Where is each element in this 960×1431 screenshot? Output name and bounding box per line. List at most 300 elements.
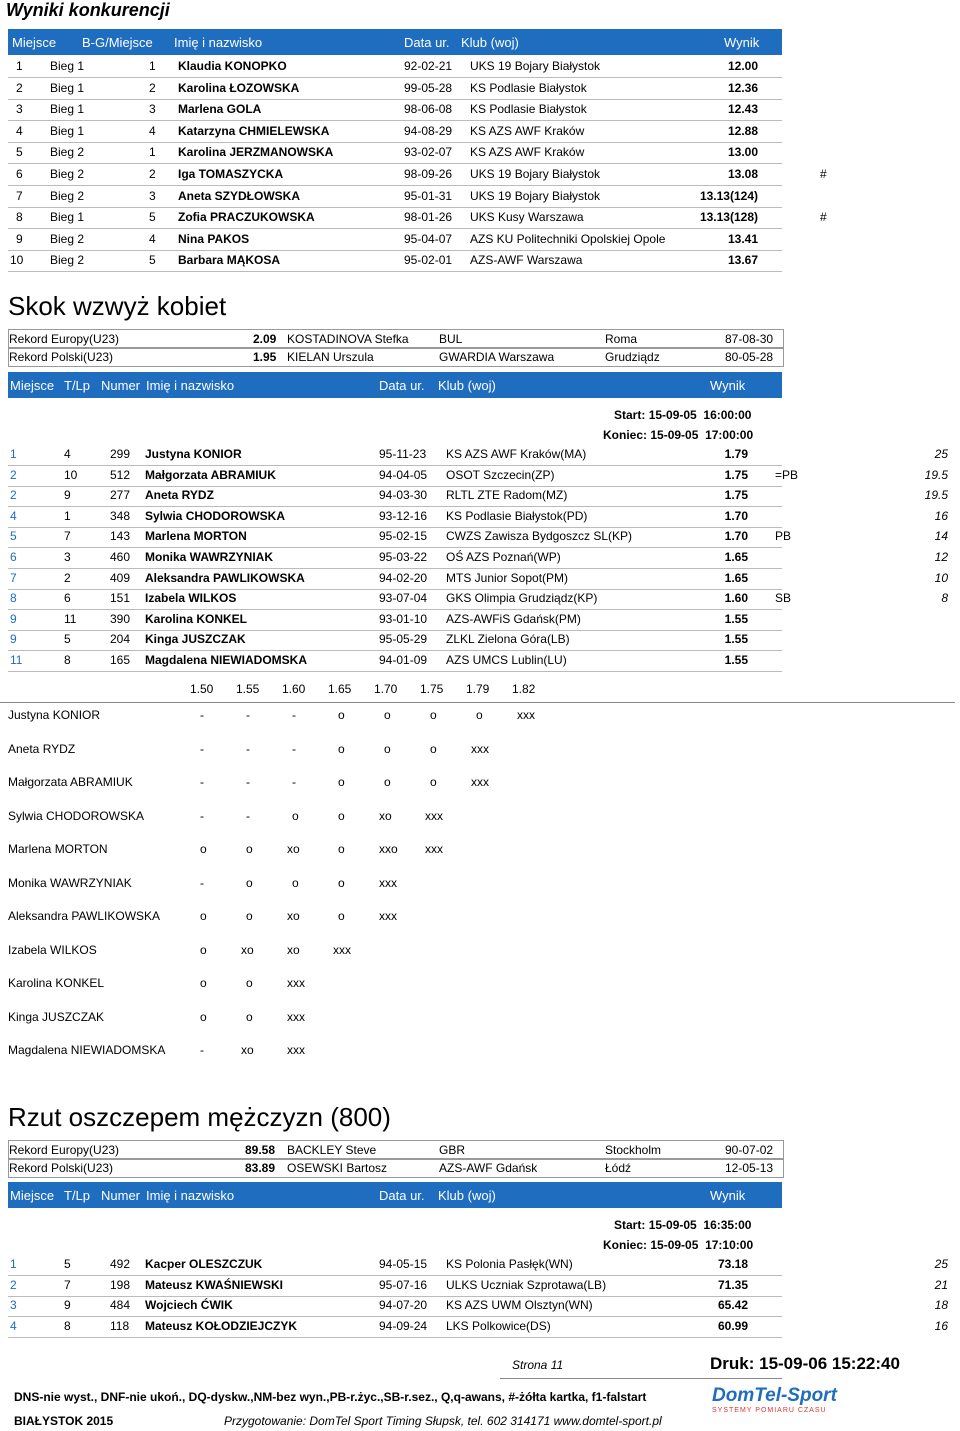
club: ULKS Uczniak Szprotawa(LB) [446, 1277, 607, 1292]
prepared-by: Przygotowanie: DomTel Sport Timing Słupsk, tel. 602 314171 www.domtel-sport.pl [224, 1414, 662, 1428]
attempt-result: o [200, 842, 207, 856]
attempt-result: o [200, 942, 207, 957]
col-result: Wynik [724, 35, 760, 50]
attempt-result: xxx [471, 741, 489, 756]
attempt-result: - [246, 708, 250, 722]
result: 12.88 [727, 123, 758, 138]
attempt-result: - [200, 875, 204, 890]
record-holder: KIELAN Urszula [287, 350, 374, 364]
table-row [8, 526, 948, 548]
logo-subtitle: SYSTEMY POMIARU CZASU [712, 1407, 827, 1414]
record-poland [8, 1158, 784, 1178]
athlete-name: Justyna KONIOR [145, 447, 242, 461]
col-name: Imię i nazwisko [146, 1188, 235, 1203]
bib-number: 198 [110, 1277, 131, 1292]
athlete-name: Wojciech ĆWIK [145, 1298, 233, 1313]
attempt-result: o [338, 741, 345, 756]
club: UKS 19 Bojary Białystok [470, 167, 601, 181]
points: 25 [934, 1257, 948, 1271]
bib-number: 484 [110, 1298, 131, 1313]
points: 16 [934, 1318, 948, 1333]
attempts-athlete-name: Marlena MORTON [8, 842, 108, 856]
record-date: 12-05-13 [725, 1161, 774, 1175]
athlete-name: Aleksandra PAWLIKOWSKA [145, 570, 305, 585]
dob: 93-02-07 [404, 145, 453, 160]
bib-number: 512 [110, 467, 131, 482]
result: 13.08 [727, 167, 758, 181]
col-result: Wynik [710, 378, 746, 393]
note: SB [775, 591, 792, 606]
col-club: Klub (woj) [438, 378, 496, 393]
club: OSOT Szczecin(ZP) [446, 467, 555, 482]
record-holder: OSEWSKI Bartosz [287, 1161, 388, 1175]
place: 1 [10, 447, 17, 461]
result: 13.00 [727, 145, 758, 160]
heat-place: 1 [149, 145, 156, 160]
dob: 95-07-16 [379, 1277, 428, 1292]
attempt-result: - [200, 741, 204, 756]
result: 1.70 [724, 508, 748, 523]
dob: 98-01-26 [404, 210, 453, 225]
attempt-result: xxx [287, 1043, 305, 1057]
attempt-result: xo [287, 909, 300, 923]
club: ZLKL Zielona Góra(LB) [446, 632, 570, 647]
dob: 92-02-21 [404, 59, 453, 73]
col-place: Miejsce [12, 35, 57, 50]
place: 9 [10, 632, 17, 647]
page-title: Wyniki konkurencji [6, 0, 170, 20]
dob: 95-02-15 [379, 529, 428, 544]
height-label: 1.75 [420, 682, 444, 696]
heat: Bieg 2 [50, 253, 85, 268]
attempt-result: xxx [379, 909, 397, 923]
place: 3 [10, 1298, 17, 1313]
height-label: 1.50 [190, 682, 214, 696]
athlete-name: Kacper OLESZCZUK [145, 1257, 263, 1271]
points: 18 [934, 1298, 948, 1313]
attempt-result: - [246, 741, 250, 756]
club: UKS Kusy Warszawa [470, 210, 584, 225]
athlete-name: Mateusz KOŁODZIEJCZYK [145, 1318, 298, 1333]
attempts-athlete-name: Aleksandra PAWLIKOWSKA [8, 909, 161, 923]
result: 73.18 [717, 1257, 748, 1271]
attempt-result: o [338, 775, 345, 789]
lane: 9 [64, 488, 71, 503]
place: 6 [10, 550, 17, 564]
heat-place: 1 [149, 59, 156, 73]
bib-number: 390 [110, 611, 131, 626]
hj-end: Koniec: 15-09-05 17:00:00 [603, 428, 754, 442]
club: RLTL ZTE Radom(MZ) [446, 488, 568, 503]
attempt-result: - [246, 808, 250, 823]
hj-start: Start: 15-09-05 16:00:00 [614, 408, 752, 422]
attempt-result: o [292, 808, 299, 823]
table-row [8, 1316, 948, 1338]
record-place: Grudziądz [605, 350, 660, 364]
result: 1.75 [724, 467, 748, 482]
dob: 98-06-08 [404, 102, 453, 117]
club: AZS-AWF Warszawa [470, 253, 583, 268]
col-name: Imię i nazwisko [174, 35, 263, 50]
attempt-result: o [200, 1009, 207, 1024]
athlete-name: Karolina ŁOZOWSKA [178, 80, 300, 95]
attempt-result: xxx [425, 842, 443, 856]
club: KS AZS AWF Kraków [470, 123, 585, 138]
height-label: 1.82 [512, 682, 536, 696]
height-label: 1.70 [374, 682, 398, 696]
attempt-result: xxx [425, 808, 443, 823]
result: 65.42 [717, 1298, 748, 1313]
club: UKS 19 Bojary Białystok [470, 59, 601, 73]
result: 1.65 [724, 570, 748, 585]
table-row [8, 465, 948, 487]
points: 19.5 [924, 488, 948, 503]
points: 19.5 [924, 467, 948, 482]
col-lane: T/Lp [64, 1188, 91, 1203]
dob: 94-08-29 [404, 123, 453, 138]
col-club: Klub (woj) [438, 1188, 496, 1203]
record-holder: KOSTADINOVA Stefka [287, 332, 409, 346]
athlete-name: Marlena GOLA [178, 102, 262, 117]
attempt-result: o [338, 842, 345, 856]
table-row [8, 163, 827, 186]
athlete-name: Aneta RYDZ [145, 488, 214, 503]
points: 10 [934, 570, 948, 585]
result: 1.60 [724, 591, 748, 606]
section-title-high-jump: Skok wzwyż kobiet [8, 291, 227, 321]
table-row [8, 547, 948, 569]
height-label: 1.60 [282, 682, 306, 696]
place: 7 [10, 570, 17, 585]
club: MTS Junior Sopot(PM) [446, 570, 569, 585]
attempt-result: o [246, 909, 253, 923]
athlete-name: Barbara MĄKOSA [178, 253, 281, 268]
table-row [8, 1295, 948, 1317]
attempt-result: xxx [517, 708, 535, 722]
place: 2 [16, 80, 23, 95]
lane: 5 [64, 632, 71, 647]
place: 4 [10, 508, 17, 523]
heat-place: 3 [149, 188, 156, 203]
col-club: Klub (woj) [461, 35, 519, 50]
table-row [8, 1275, 948, 1297]
attempt-result: xxx [333, 942, 351, 957]
table-row [8, 609, 782, 631]
club: KS AZS UWM Olsztyn(WN) [446, 1298, 593, 1313]
attempt-result: o [246, 842, 253, 856]
bib-number: 409 [110, 570, 131, 585]
record-value: 2.09 [253, 332, 277, 346]
athlete-name: Izabela WILKOS [145, 591, 237, 606]
dob: 94-05-15 [379, 1257, 428, 1271]
results-table-header [8, 29, 782, 55]
record-value: 83.89 [245, 1161, 276, 1175]
table-row [8, 485, 948, 507]
height-label: 1.79 [466, 682, 490, 696]
athlete-name: Monika WAWRZYNIAK [145, 550, 273, 564]
dob: 93-12-16 [379, 508, 428, 523]
bib-number: 151 [110, 591, 131, 606]
athlete-name: Karolina KONKEL [145, 611, 248, 626]
points: 21 [934, 1277, 948, 1292]
attempt-result: xo [241, 942, 254, 957]
record-europe [8, 1140, 784, 1160]
attempt-result: xxx [379, 875, 397, 890]
record-date: 80-05-28 [725, 350, 774, 364]
club: LKS Polkowice(DS) [446, 1318, 551, 1333]
athlete-name: Iga TOMASZYCKA [178, 167, 284, 181]
lane: 7 [64, 1277, 71, 1292]
record-date: 87-08-30 [725, 332, 774, 346]
city-year: BIAŁYSTOK 2015 [14, 1414, 114, 1428]
lane: 2 [64, 570, 71, 585]
result: 1.55 [724, 611, 748, 626]
place: 2 [10, 488, 17, 503]
attempt-result: - [200, 775, 204, 789]
record-label: Rekord Polski(U23) [9, 1161, 114, 1175]
dob: 95-05-29 [379, 632, 428, 647]
club: KS Polonia Pasłęk(WN) [446, 1257, 573, 1271]
place: 1 [16, 59, 23, 73]
place: 8 [10, 591, 17, 606]
heat: Bieg 1 [50, 59, 85, 73]
lane: 8 [64, 1318, 71, 1333]
dob: 95-04-07 [404, 231, 453, 246]
record-poland [8, 347, 784, 367]
table-row [8, 629, 782, 651]
attempt-result: o [292, 875, 299, 890]
attempt-result: xxx [287, 1009, 305, 1024]
place: 8 [16, 210, 23, 225]
dob: 94-03-30 [379, 488, 428, 503]
place: 5 [16, 145, 23, 160]
bib-number: 204 [110, 632, 131, 647]
bib-number: 143 [110, 529, 131, 544]
col-dob: Data ur. [404, 35, 450, 50]
table-row [8, 588, 948, 610]
attempts-athlete-name: Izabela WILKOS [8, 942, 97, 957]
dob: 93-01-10 [379, 611, 428, 626]
result: 13.13(124) [699, 188, 758, 203]
col-place: Miejsce [10, 378, 55, 393]
attempts-athlete-name: Małgorzata ABRAMIUK [8, 775, 133, 789]
heat-place: 2 [149, 80, 156, 95]
attempt-result: o [246, 1009, 253, 1024]
heat: Bieg 2 [50, 188, 85, 203]
heat: Bieg 1 [50, 123, 85, 138]
lane: 11 [64, 611, 77, 626]
lane: 5 [64, 1257, 71, 1271]
attempt-result: o [430, 741, 437, 756]
attempt-result: o [430, 708, 437, 722]
attempt-result: - [292, 741, 296, 756]
record-club: BUL [439, 332, 463, 346]
table-row [8, 206, 827, 229]
jt-table-header [8, 1182, 782, 1208]
height-label: 1.65 [328, 682, 352, 696]
bib-number: 492 [110, 1257, 131, 1271]
heat: Bieg 1 [50, 210, 85, 225]
result: 1.79 [724, 447, 748, 461]
table-row [8, 55, 782, 78]
table-row [8, 444, 948, 466]
dob: 94-07-20 [379, 1298, 428, 1313]
points: 14 [934, 529, 948, 544]
hj-attempts [0, 680, 960, 1060]
table-row [8, 568, 948, 590]
result: 60.99 [717, 1318, 748, 1333]
section-title-javelin: Rzut oszczepem mężczyzn (800) [8, 1102, 391, 1132]
bib-number: 277 [110, 488, 131, 503]
attempt-result: - [200, 808, 204, 823]
place: 6 [16, 167, 23, 181]
place: 11 [10, 653, 23, 667]
attempt-result: o [338, 708, 345, 722]
result: 1.55 [724, 653, 748, 667]
place: 4 [16, 123, 23, 138]
athlete-name: Magdalena NIEWIADOMSKA [145, 653, 308, 667]
athlete-name: Klaudia KONOPKO [178, 59, 287, 73]
heat-place: 5 [149, 210, 156, 225]
lane: 10 [64, 467, 78, 482]
lane: 9 [64, 1298, 71, 1313]
note: PB [775, 529, 792, 544]
club: AZS UMCS Lublin(LU) [446, 653, 567, 667]
heat-place: 3 [149, 102, 156, 117]
athlete-name: Karolina JERZMANOWSKA [178, 145, 334, 160]
record-place: Roma [605, 332, 638, 346]
place: 2 [10, 467, 17, 482]
place: 10 [10, 253, 24, 268]
attempt-result: o [338, 875, 345, 890]
attempt-result: xo [379, 808, 392, 823]
attempt-result: o [200, 976, 207, 990]
attempt-result: - [292, 708, 296, 722]
bib-number: 460 [110, 550, 131, 564]
place: 2 [10, 1277, 17, 1292]
bib-number: 348 [110, 508, 131, 523]
result: 12.43 [727, 102, 758, 117]
table-row [8, 77, 782, 100]
lane: 3 [64, 550, 71, 564]
athlete-name: Mateusz KWAŚNIEWSKI [145, 1277, 284, 1292]
club: CWZS Zawisza Bydgoszcz SL(KP) [446, 529, 633, 544]
col-dob: Data ur. [379, 378, 425, 393]
logo-text: DomTel-Sport [712, 1385, 837, 1406]
dob: 94-01-09 [379, 653, 428, 667]
attempt-result: - [200, 708, 204, 722]
attempt-result: xo [241, 1043, 254, 1057]
col-lane: T/Lp [64, 378, 91, 393]
record-value: 1.95 [253, 350, 277, 364]
bib-number: 118 [110, 1318, 130, 1333]
result: 12.00 [727, 59, 758, 73]
points: 12 [934, 550, 948, 564]
heat: Bieg 1 [50, 102, 85, 117]
attempt-result: xxo [379, 842, 398, 856]
athlete-name: Zofia PRACZUKOWSKA [178, 210, 315, 225]
athlete-name: Kinga JUSZCZAK [145, 632, 246, 647]
athlete-name: Marlena MORTON [145, 529, 247, 544]
heat-place: 4 [149, 231, 156, 246]
attempt-result: - [292, 775, 296, 789]
table-row [8, 98, 782, 121]
lane: 7 [64, 529, 71, 544]
result: 1.70 [724, 529, 748, 544]
yellow-card-mark: # [820, 210, 827, 225]
jt-start: Start: 15-09-05 16:35:00 [614, 1218, 752, 1232]
record-date: 90-07-02 [725, 1143, 774, 1157]
record-club: AZS-AWF Gdańsk [439, 1161, 538, 1175]
attempt-result: o [246, 875, 253, 890]
dob: 94-04-05 [379, 467, 428, 482]
result: 12.36 [727, 80, 758, 95]
attempts-athlete-name: Magdalena NIEWIADOMSKA [8, 1043, 166, 1057]
col-dob: Data ur. [379, 1188, 425, 1203]
club: KS AZS AWF Kraków(MA) [446, 447, 587, 461]
place: 3 [16, 102, 23, 117]
record-holder: BACKLEY Steve [287, 1143, 377, 1157]
club: UKS 19 Bojary Białystok [470, 188, 601, 203]
attempt-result: xxx [471, 775, 489, 789]
table-row [8, 185, 782, 208]
result: 13.41 [727, 231, 758, 246]
attempts-athlete-name: Sylwia CHODOROWSKA [8, 808, 145, 823]
col-place: Miejsce [10, 1188, 55, 1203]
club: OŚ AZS Poznań(WP) [446, 550, 561, 564]
club: AZS-AWFiS Gdańsk(PM) [446, 611, 581, 626]
place: 7 [16, 188, 23, 203]
bib-number: 299 [110, 447, 131, 461]
attempt-result: o [338, 808, 345, 823]
record-europe [8, 329, 784, 349]
dob: 94-02-20 [379, 570, 428, 585]
attempt-result: o [430, 775, 437, 789]
lane: 6 [64, 591, 71, 606]
dob: 93-07-04 [379, 591, 428, 606]
attempts-athlete-name: Karolina KONKEL [8, 976, 105, 990]
print-date: Druk: 15-09-06 15:22:40 [710, 1354, 900, 1373]
yellow-card-mark: # [820, 167, 827, 181]
place: 4 [10, 1318, 17, 1333]
col-number: Numer [101, 1188, 141, 1203]
col-number: Numer [101, 378, 141, 393]
club: KS Podlasie Białystok [470, 102, 587, 117]
result: 13.67 [727, 253, 758, 268]
record-club: GBR [439, 1143, 466, 1157]
attempt-result: o [476, 708, 483, 722]
result: 1.55 [724, 632, 748, 647]
result: 1.75 [724, 488, 748, 503]
record-label: Rekord Europy(U23) [9, 332, 120, 346]
points: 25 [934, 447, 948, 461]
legend: DNS-nie wyst., DNF-nie ukoń., DQ-dyskw.,NM-bez wyn.,PB-r.życ.,SB-r.sez., Q,q-awans, #-żółta kartka, f1-falstart [14, 1390, 647, 1404]
heat: Bieg 2 [50, 167, 85, 181]
record-value: 89.58 [245, 1143, 276, 1157]
record-place: Stockholm [605, 1143, 662, 1157]
attempt-result: xxx [287, 976, 305, 990]
points: 16 [934, 508, 948, 523]
club: KS AZS AWF Kraków [470, 145, 585, 160]
attempt-result: o [384, 741, 391, 756]
table-row [8, 249, 782, 272]
jt-end: Koniec: 15-09-05 17:10:00 [603, 1238, 754, 1252]
dob: 94-09-24 [379, 1318, 428, 1333]
club: AZS KU Politechniki Opolskiej Opole [470, 231, 666, 246]
record-label: Rekord Polski(U23) [9, 350, 114, 364]
heat-place: 5 [149, 253, 156, 268]
athlete-name: Sylwia CHODOROWSKA [145, 508, 286, 523]
